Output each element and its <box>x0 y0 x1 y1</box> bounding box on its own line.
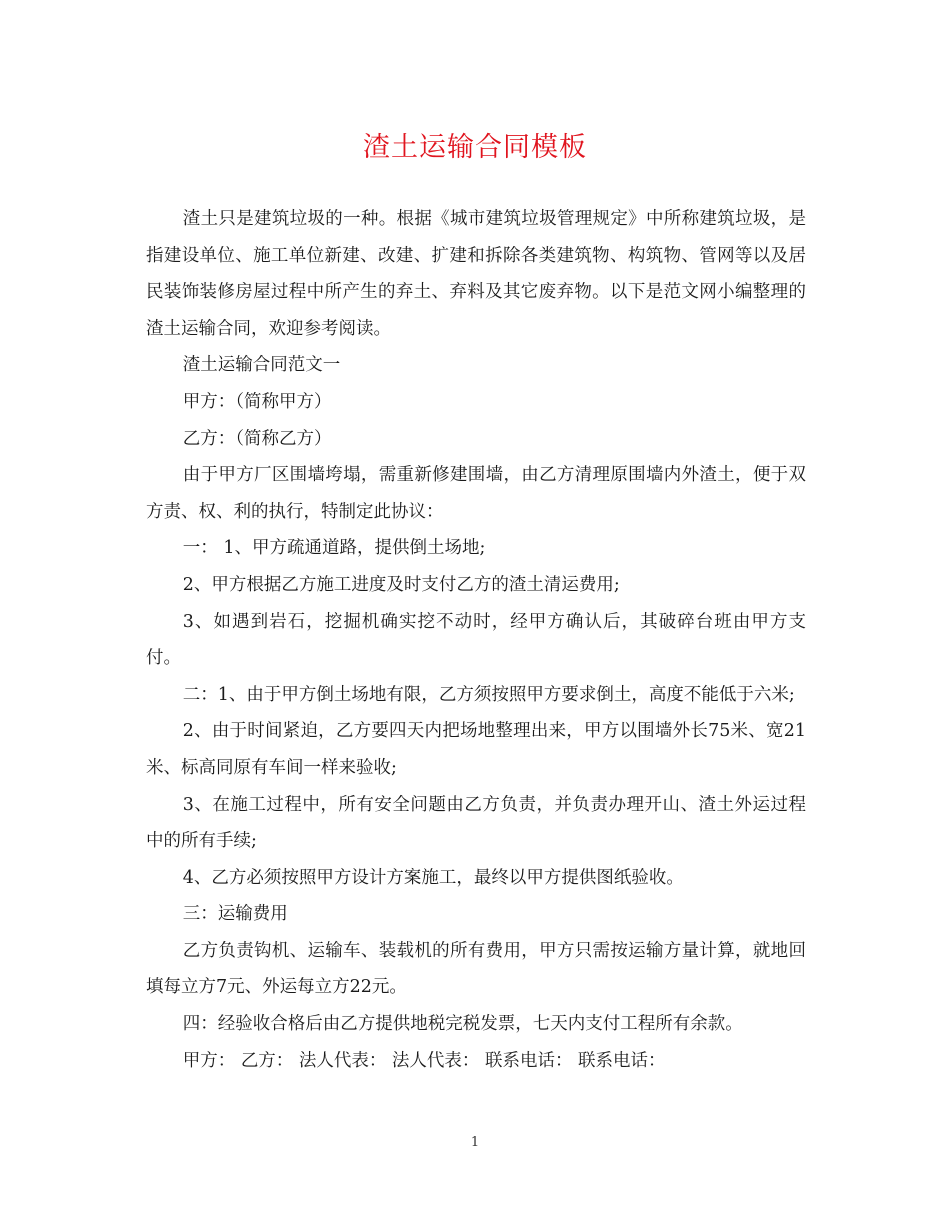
paragraph-clause-2-2: 2、由于时间紧迫，乙方要四天内把场地整理出来，甲方以围墙外长75米、宽21米、标高同原有车间一样来验收; <box>146 721 806 778</box>
document-body <box>146 201 806 1079</box>
paragraph-clause-1-3: 3、如遇到岩石，挖掘机确实挖不动时，经甲方确认后，其破碎台班由甲方支付。 <box>146 611 806 669</box>
paragraph-clause-2-3: 3、在施工过程中，所有安全问题由乙方负责，并负责办理开山、渣土外运过程中的所有手续; <box>146 794 806 852</box>
paragraph-section-3-heading: 三：运输费用 <box>182 904 288 925</box>
paragraph-clause-2-4: 4、乙方必须按照甲方设计方案施工，最终以甲方提供图纸验收。 <box>182 867 684 888</box>
paragraph-section-4: 四：经验收合格后由乙方提供地税完税发票，七天内支付工程所有余款。 <box>182 1014 743 1035</box>
paragraph-clause-2-1: 二：1、由于甲方倒土场地有限，乙方须按照甲方要求倒土，高度不能低于六米; <box>182 684 795 705</box>
page-number: 1 <box>470 1135 480 1150</box>
paragraph-sample-heading: 渣土运输合同范文一 <box>182 355 341 376</box>
paragraph-clause-1-2: 2、甲方根据乙方施工进度及时支付乙方的渣土清运费用; <box>182 574 620 595</box>
paragraph-section-3-body: 乙方负责钩机、运输车、装载机的所有费用，甲方只需按运输方量计算，就地回填每立方7元、外运每立方22元。 <box>146 940 806 998</box>
paragraph-clause-1-1: 一： 1、甲方疏通道路，提供倒土场地; <box>182 538 486 559</box>
paragraph-party-b: 乙方：（简称乙方） <box>182 428 332 449</box>
paragraph-signatures: 甲方： 乙方： 法人代表： 法人代表： 联系电话： 联系电话： <box>182 1050 666 1071</box>
paragraph-purpose: 由于甲方厂区围墙垮塌，需重新修建围墙，由乙方清理原围墙内外渣土，便于双方责、权、利的执行，特制定此协议： <box>146 465 806 522</box>
paragraph-intro: 渣土只是建筑垃圾的一种。根据《城市建筑垃圾管理规定》中所称建筑垃圾，是指建设单位、施工单位新建、改建、扩建和拆除各类建筑物、构筑物、管网等以及居民装饰装修房屋过程中所产生的弃土、弃料及其它废弃物。以下是范文网小编整理的渣土运输合同，欢迎参考阅读。 <box>146 209 806 339</box>
paragraph-party-a: 甲方：（简称甲方） <box>182 391 332 412</box>
document-title: 渣土运输合同模板 <box>363 132 587 163</box>
